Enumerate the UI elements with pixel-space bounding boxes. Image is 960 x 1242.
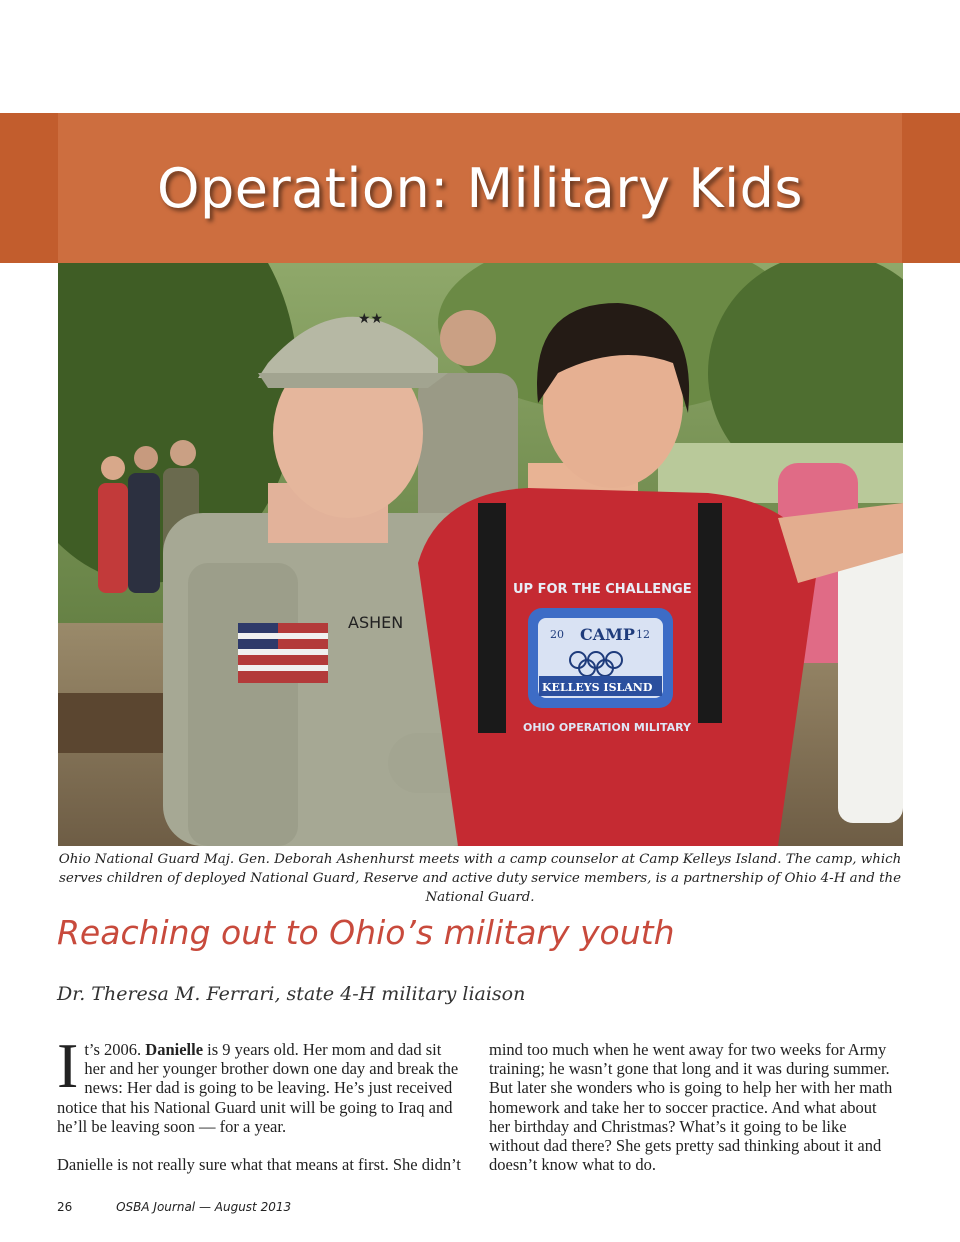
svg-text:★★: ★★ bbox=[358, 311, 384, 327]
page-title: Operation: Military Kids bbox=[156, 157, 804, 220]
paragraph-3: mind too much when he went away for two weeks for Army training; he wasn’t gone that long and it was during summer. But later she wonders who is going to help her with her math homework and take her to soccer practice. And what about her birthday and Christmas? What’s it going to be like without dad there? She gets pretty sad thinking about it and doesn’t know what to do. bbox=[489, 1040, 893, 1175]
paragraph-1-start: t’s 2006. bbox=[84, 1040, 146, 1059]
page-footer bbox=[57, 1200, 657, 1214]
paragraph-1 bbox=[57, 1030, 465, 1136]
shirt-text-challenge: UP FOR THE CHALLENGE bbox=[513, 582, 692, 597]
article-column-left bbox=[57, 1030, 465, 1194]
shirt-text-island: KELLEYS ISLAND bbox=[542, 681, 653, 694]
name-tape: ASHEN bbox=[348, 613, 404, 632]
name-danielle: Danielle bbox=[145, 1040, 204, 1059]
paragraph-2: Danielle is not really sure what that means at first. She didn’t bbox=[57, 1155, 461, 1175]
drop-cap: I bbox=[57, 1030, 79, 1101]
shirt-text-year-end: 12 bbox=[636, 628, 650, 641]
page-number: 26 bbox=[57, 1200, 73, 1214]
article-photo bbox=[58, 263, 903, 846]
photo-caption: Ohio National Guard Maj. Gen. Deborah Ashenhurst meets with a camp counselor at Camp Kelleys Island. The camp, which serves children of deployed National Guard, Reserve and active duty service members, is a partnership of Ohio 4-H and the National Guard. bbox=[58, 852, 902, 905]
article-headline: Reaching out to Ohio’s military youth bbox=[57, 913, 675, 952]
paragraph-1-rest: is 9 years old. Her mom and dad sit her and her younger brother down one day and break the news: Her dad is going to be leaving. He’s just received notice that his National Guard unit will be going to Iraq and he’ll be leaving soon — for a year. bbox=[57, 1040, 459, 1136]
article-byline: Dr. Theresa M. Ferrari, state 4-H military liaison bbox=[57, 983, 526, 1005]
shirt-text-year-start: 20 bbox=[550, 628, 564, 641]
photo-illustration bbox=[58, 263, 903, 846]
shirt-text-operation: OHIO OPERATION MILITARY bbox=[523, 721, 692, 734]
shirt-text-camp: CAMP bbox=[580, 625, 635, 644]
publication-info: OSBA Journal — August 2013 bbox=[116, 1200, 292, 1214]
title-banner bbox=[0, 113, 960, 263]
article-column-right bbox=[489, 1040, 897, 1194]
